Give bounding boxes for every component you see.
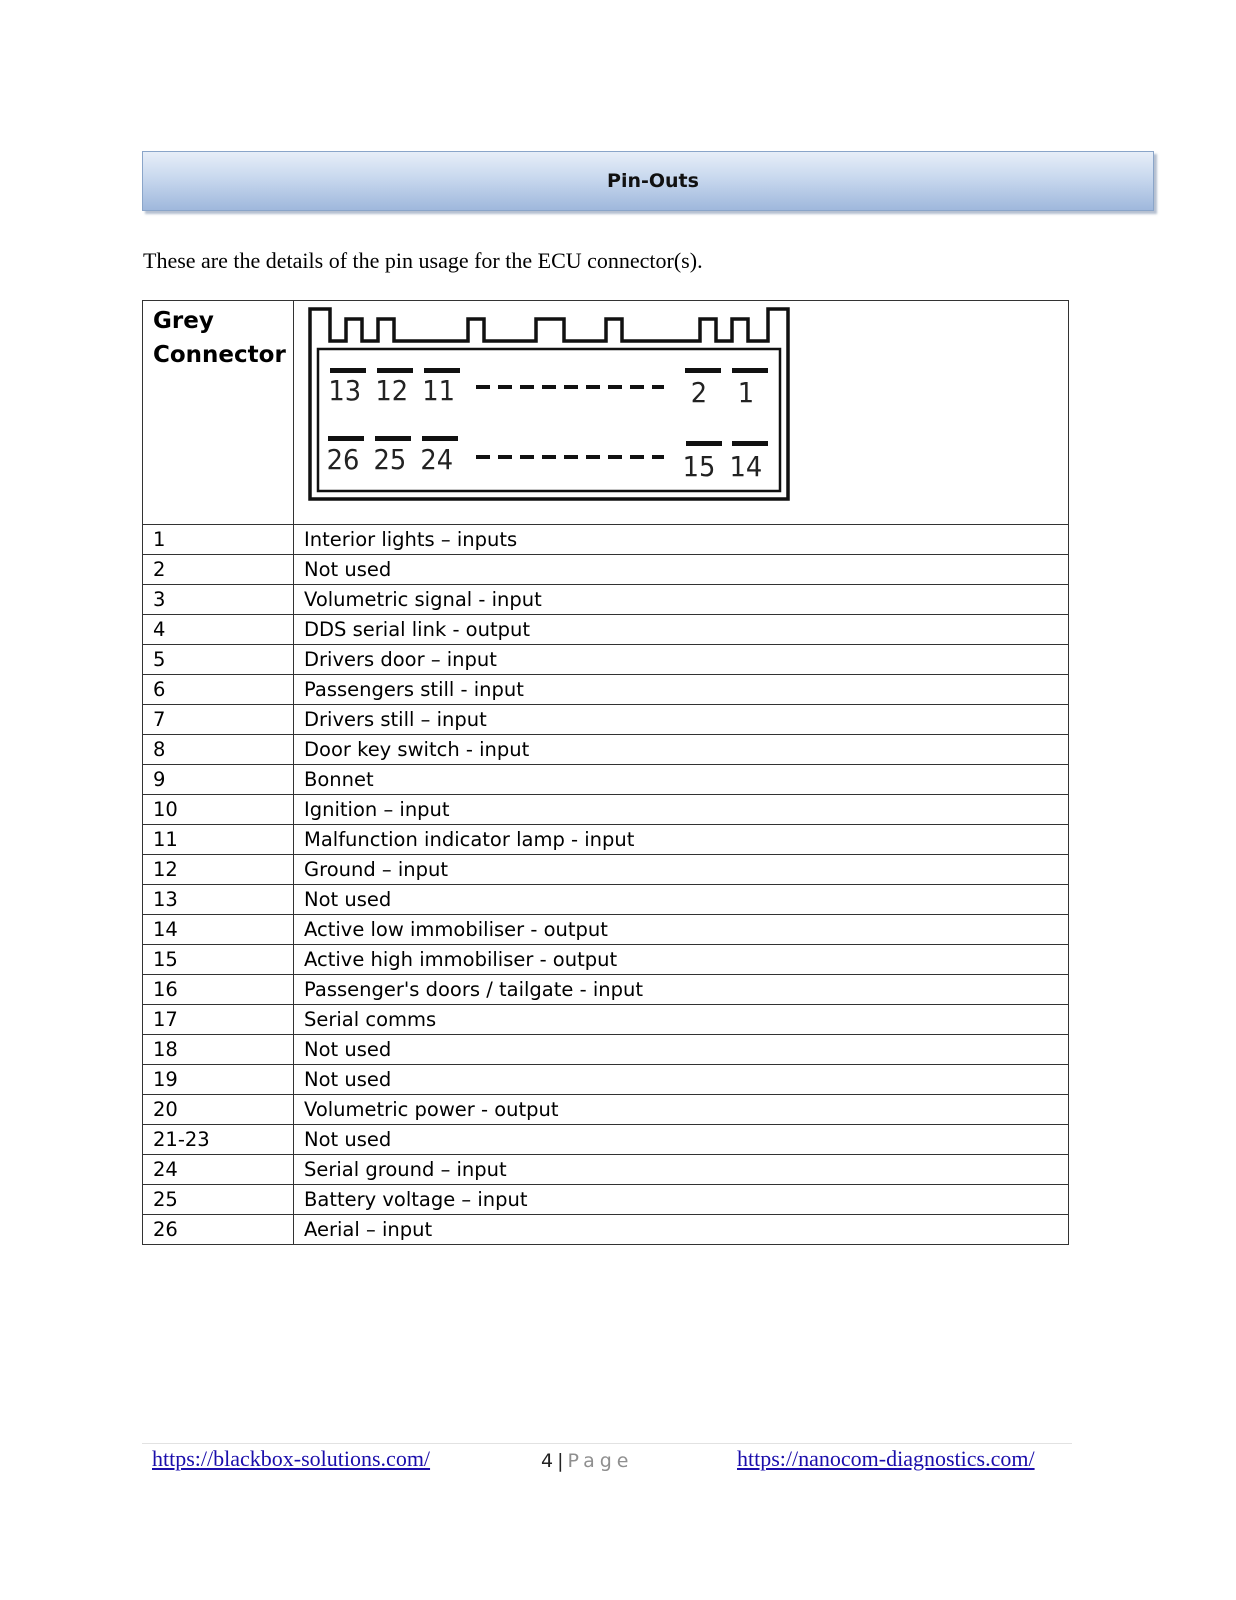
table-row (143, 675, 1069, 705)
pin-number-cell: 25 (143, 1185, 294, 1215)
pin-bar (377, 368, 413, 373)
pin-number: 24 (420, 444, 454, 477)
pin-number: 1 (737, 377, 755, 410)
table-row (143, 585, 1069, 615)
pin-description-cell: Passenger's doors / tailgate - input (294, 975, 1069, 1005)
pin-number: 14 (729, 451, 763, 484)
pin-bar (685, 368, 721, 373)
table-row (143, 705, 1069, 735)
table-row (143, 645, 1069, 675)
pin-description-cell: Not used (294, 1035, 1069, 1065)
pin-number-cell: 12 (143, 855, 294, 885)
connector-label-line2: Connector (153, 342, 286, 368)
footer-divider (142, 1443, 1072, 1444)
table-row (143, 1095, 1069, 1125)
pin-description-cell: Not used (294, 1065, 1069, 1095)
pin-number-cell: 19 (143, 1065, 294, 1095)
nanocom-link[interactable]: https://nanocom-diagnostics.com/ (737, 1446, 1035, 1471)
pin-number-cell: 10 (143, 795, 294, 825)
pin-bar (375, 436, 411, 441)
pin-number: 26 (326, 444, 360, 477)
table-row (143, 975, 1069, 1005)
pin-number-cell: 14 (143, 915, 294, 945)
pin-description-cell: Serial ground – input (294, 1155, 1069, 1185)
connector-diagram-cell (294, 301, 1069, 525)
pin-number-cell: 17 (143, 1005, 294, 1035)
connector-header-row (143, 301, 1069, 525)
connector-label-line1: Grey (153, 308, 214, 334)
table-row (143, 855, 1069, 885)
pin-description-cell: Malfunction indicator lamp - input (294, 825, 1069, 855)
pin-description-cell: Not used (294, 1125, 1069, 1155)
pin-bar (422, 436, 458, 441)
pin-description-cell: Door key switch - input (294, 735, 1069, 765)
section-header-banner (142, 151, 1154, 211)
footer-right (737, 1446, 1035, 1472)
pin-number: 11 (422, 375, 456, 408)
pin-description-cell: Drivers still – input (294, 705, 1069, 735)
pin-number-cell: 11 (143, 825, 294, 855)
pin-number-cell: 8 (143, 735, 294, 765)
table-row (143, 735, 1069, 765)
pin-description-cell: DDS serial link - output (294, 615, 1069, 645)
pin-description-cell: Not used (294, 885, 1069, 915)
page-word: Page (567, 1450, 634, 1472)
table-row (143, 1065, 1069, 1095)
pin-description-cell: Passengers still - input (294, 675, 1069, 705)
pin-bar (732, 441, 768, 446)
table-row (143, 945, 1069, 975)
pinout-table (142, 300, 1069, 1245)
pin-description-cell: Battery voltage – input (294, 1185, 1069, 1215)
page-number-block (541, 1450, 634, 1472)
pin-number-cell: 6 (143, 675, 294, 705)
pin-description-cell: Volumetric signal - input (294, 585, 1069, 615)
pin-number-cell: 20 (143, 1095, 294, 1125)
pin-number: 12 (375, 375, 409, 408)
pin-number-cell: 9 (143, 765, 294, 795)
pin-number-cell: 21-23 (143, 1125, 294, 1155)
pin-number-cell: 7 (143, 705, 294, 735)
pin-description-cell: Active high immobiliser - output (294, 945, 1069, 975)
pin-number-cell: 4 (143, 615, 294, 645)
pin-number: 13 (328, 375, 362, 408)
pin-number-cell: 13 (143, 885, 294, 915)
blackbox-link[interactable]: https://blackbox-solutions.com/ (152, 1446, 431, 1471)
section-title: Pin-Outs (607, 170, 699, 192)
pin-description-cell: Aerial – input (294, 1215, 1069, 1245)
connector-label-cell (143, 301, 294, 525)
pin-description-cell: Drivers door – input (294, 645, 1069, 675)
pin-description-cell: Ground – input (294, 855, 1069, 885)
pin-bar (330, 368, 366, 373)
pin-bar (328, 436, 364, 441)
pin-bar (424, 368, 460, 373)
table-row (143, 525, 1069, 555)
table-row (143, 555, 1069, 585)
page-number: 4 (541, 1450, 554, 1472)
pin-number-cell: 26 (143, 1215, 294, 1245)
connector-diagram (308, 305, 792, 501)
table-row (143, 1215, 1069, 1245)
pin-number-cell: 2 (143, 555, 294, 585)
footer-left (152, 1446, 430, 1472)
pin-number-cell: 15 (143, 945, 294, 975)
table-row (143, 615, 1069, 645)
table-row (143, 1125, 1069, 1155)
pin-number-cell: 3 (143, 585, 294, 615)
pin-number-cell: 5 (143, 645, 294, 675)
table-row (143, 1185, 1069, 1215)
pin-description-cell: Active low immobiliser - output (294, 915, 1069, 945)
pin-number: 25 (373, 444, 407, 477)
pin-description-cell: Volumetric power - output (294, 1095, 1069, 1125)
pin-number: 2 (690, 377, 708, 410)
table-row (143, 795, 1069, 825)
pin-description-cell: Ignition – input (294, 795, 1069, 825)
page-separator: | (557, 1450, 564, 1472)
table-row (143, 1035, 1069, 1065)
table-row (143, 825, 1069, 855)
pin-number-cell: 18 (143, 1035, 294, 1065)
pin-bar (732, 368, 768, 373)
pin-number-cell: 1 (143, 525, 294, 555)
pin-number-cell: 24 (143, 1155, 294, 1185)
pin-description-cell: Interior lights – inputs (294, 525, 1069, 555)
intro-paragraph: These are the details of the pin usage for the ECU connector(s). (143, 248, 703, 273)
table-row (143, 1005, 1069, 1035)
table-row (143, 885, 1069, 915)
table-row (143, 1155, 1069, 1185)
pin-number-cell: 16 (143, 975, 294, 1005)
table-row (143, 915, 1069, 945)
pin-bar (686, 441, 722, 446)
pin-description-cell: Bonnet (294, 765, 1069, 795)
table-row (143, 765, 1069, 795)
pin-number: 15 (682, 451, 716, 484)
pin-description-cell: Serial comms (294, 1005, 1069, 1035)
pin-description-cell: Not used (294, 555, 1069, 585)
